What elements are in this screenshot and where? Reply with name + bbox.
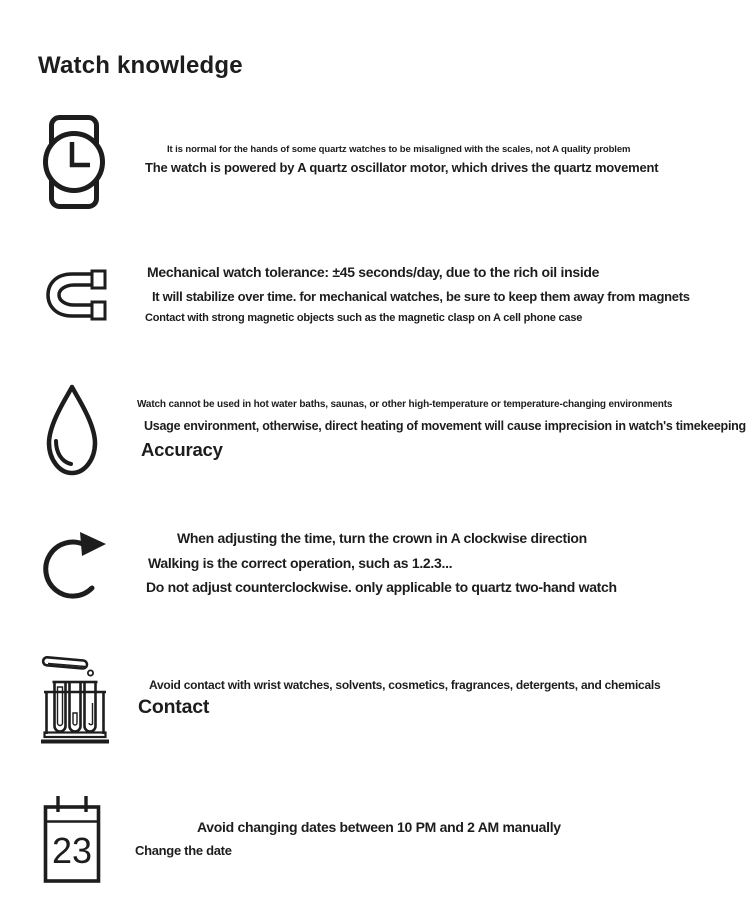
section-water-temperature [0, 383, 750, 483]
info-line: The watch is powered by A quartz oscillator motor, which drives the quartz movement [145, 160, 659, 175]
info-line: Avoid contact with wrist watches, solvents, cosmetics, fragrances, detergents, and chemicals [149, 678, 661, 692]
calendar-icon [42, 793, 102, 885]
info-line: It will stabilize over time. for mechanical watches, be sure to keep them away from magnets [152, 289, 690, 304]
section-time-adjustment [0, 528, 750, 614]
info-line: Contact with strong magnetic objects such as the magnetic clasp on A cell phone case [145, 312, 583, 324]
section-keyword: Accuracy [141, 439, 223, 460]
magnet-icon [42, 268, 108, 322]
info-line: Usage environment, otherwise, direct heating of movement will cause imprecision in watch's timekeeping [144, 419, 746, 433]
section-chemicals-contact [0, 650, 750, 748]
info-line: Watch cannot be used in hot water baths, saunas, or other high-temperature or temperature-changing environments [137, 399, 673, 410]
test-tubes-icon [40, 650, 110, 745]
calendar-day-number: 23 [51, 830, 93, 871]
section-quartz-movement [0, 115, 750, 217]
section-keyword: Contact [138, 696, 210, 718]
info-line: Change the date [135, 843, 232, 858]
info-line: Do not adjust counterclockwise. only applicable to quartz two-hand watch [146, 579, 617, 595]
clockwise-arrow-icon [40, 528, 108, 608]
info-line: Avoid changing dates between 10 PM and 2 AM manually [197, 819, 561, 835]
info-line: Mechanical watch tolerance: ±45 seconds/day, due to the rich oil inside [147, 264, 600, 280]
water-drop-icon [42, 383, 102, 480]
info-line: When adjusting the time, turn the crown in A clockwise direction [177, 530, 587, 546]
page-title: Watch knowledge [38, 52, 243, 80]
info-line: Walking is the correct operation, such as 1.2.3... [148, 555, 453, 571]
section-date-change [0, 793, 750, 888]
wrist-watch-icon [43, 115, 106, 209]
section-magnetism [0, 264, 750, 330]
info-line: It is normal for the hands of some quartz watches to be misaligned with the scales, not A quality problem [167, 144, 631, 155]
